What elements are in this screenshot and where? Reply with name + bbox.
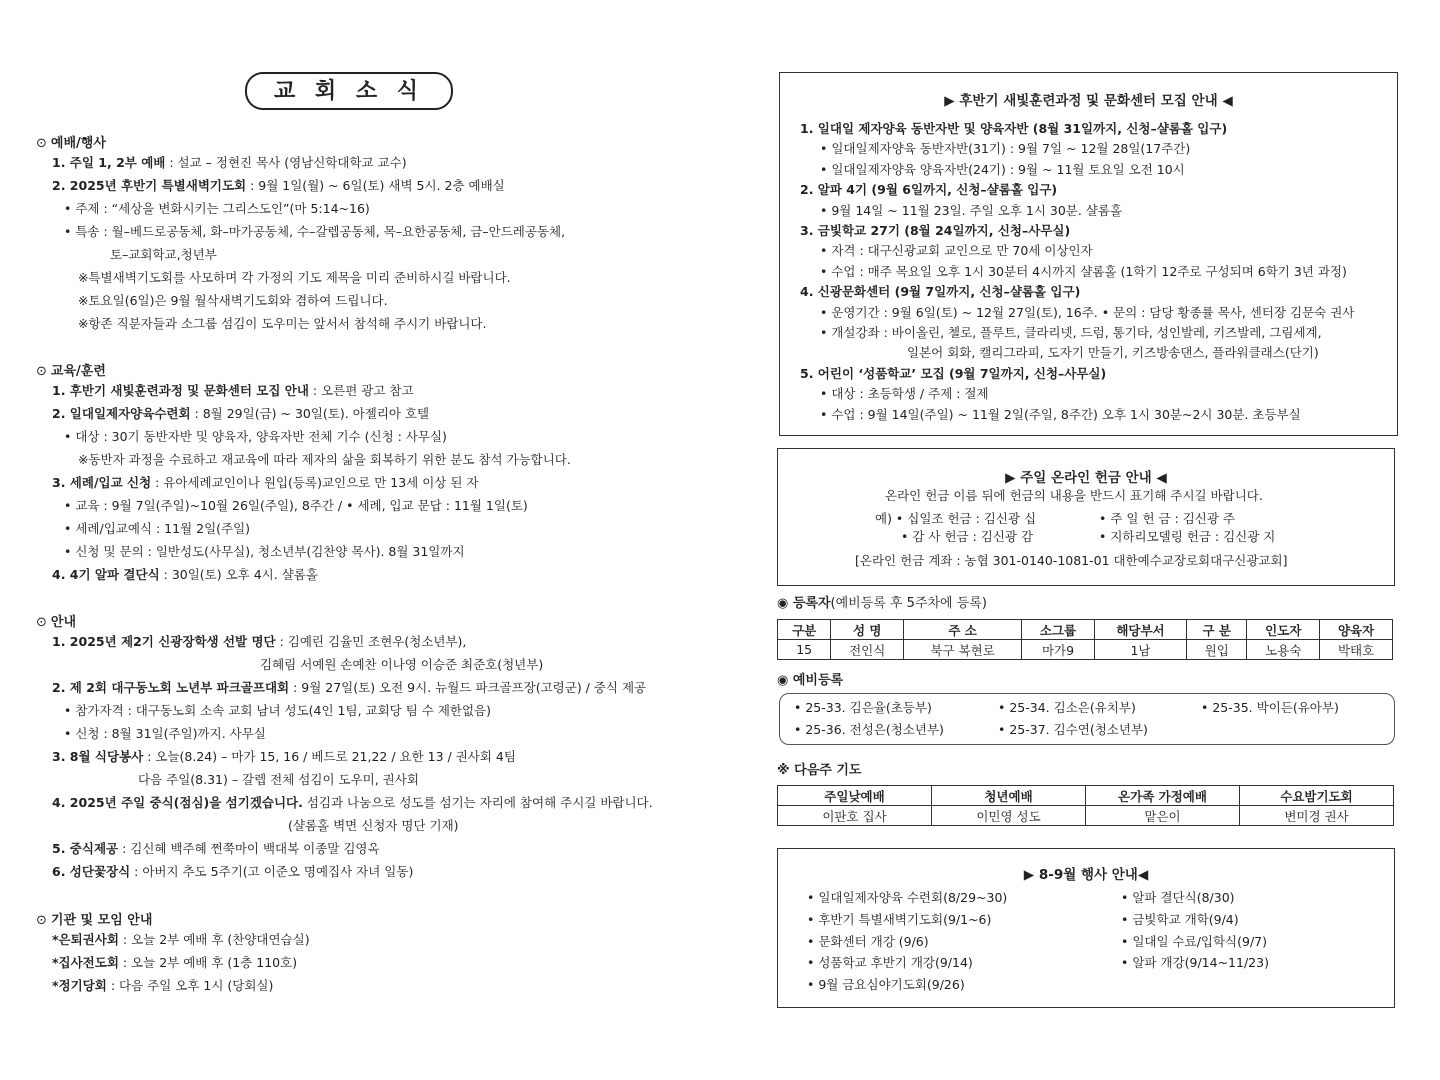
- recruit-line-lead: 4. 신광문화센터 (9월 7일까지, 신청–샬롬홀 입구): [800, 284, 1081, 300]
- notice-line: [52, 748, 516, 766]
- event-item: • 알파 개강(9/14~11/23): [1121, 955, 1269, 971]
- event-item: • 일대일 수료/입학식(9/7): [1121, 933, 1268, 949]
- education-line: [78, 451, 571, 469]
- recruit-line: [800, 120, 1227, 138]
- worship-line-text: 토–교회학교,청년부: [110, 247, 217, 262]
- worship-line-text: ※특별새벽기도회를 사모하며 각 가정의 기도 제목을 미리 준비하시길 바랍니다.: [78, 270, 511, 285]
- recruit-line-text: • 일대일제자양육 동반자반(31기) : 9월 7일 ~ 12월 28일(17주간): [820, 141, 1191, 157]
- groups-line-text: : 오늘 2부 예배 후 (1층 110호): [118, 955, 298, 970]
- education-line-lead: 2. 일대일제자양육수련회: [52, 406, 191, 421]
- education-line-lead: 1. 후반기 새빛훈련과정 및 문화센터 모집 안내: [52, 383, 309, 398]
- education-line-text: : 오른편 광고 참고: [308, 383, 414, 398]
- notice-line-lead: 2. 제 2회 대구동노회 노년부 파크골프대회: [52, 680, 290, 695]
- recruit-line: [907, 344, 1319, 362]
- section-bullet-icon: ⊙: [36, 364, 47, 379]
- worship-line-text: ※토요일(6일)은 9월 월삭새벽기도회와 겸하여 드립니다.: [78, 293, 388, 308]
- registrants-cell: 마가9: [1022, 640, 1095, 660]
- recruit-line: [820, 304, 1354, 322]
- offering-box: [777, 448, 1395, 586]
- recruit-line-text: • 개설강좌 : 바이올린, 첼로, 플루트, 클라리넷, 드럼, 통기타, 성인발레, 키즈발레, 그림세계,: [820, 325, 1322, 340]
- event-item: • 일대일제자양육 수련회(8/29~30): [807, 890, 1008, 905]
- worship-line: [52, 154, 407, 172]
- recruit-line: [820, 324, 1322, 342]
- event-item: • 알파 결단식(8/30): [1121, 890, 1235, 905]
- worship-line-lead: 1. 주일 1, 2부 예배: [52, 155, 166, 170]
- notice-line: [260, 656, 543, 674]
- registrants-cell: 노용숙: [1247, 640, 1320, 660]
- offering-title: ▶ 주일 온라인 헌금 안내 ◀: [1005, 470, 1167, 486]
- prereg-item: • 25-35. 박이든(유아부): [1201, 700, 1339, 715]
- event-item: • 9월 금요심야기도회(9/26): [807, 977, 965, 993]
- education-line: [52, 566, 318, 584]
- recruit-title: ▶ 후반기 새빛훈련과정 및 문화센터 모집 안내 ◀: [944, 93, 1233, 109]
- worship-line: [78, 315, 487, 333]
- prayer-header-cell: 청년예배: [932, 786, 1086, 806]
- prereg-item: • 25-33. 김은율(초등부): [794, 700, 932, 715]
- groups-line-text: : 다음 주일 오후 1시 (당회실): [106, 978, 274, 993]
- recruit-line: [800, 181, 1057, 199]
- registrants-header-cell: 해당부서: [1094, 620, 1186, 640]
- page-title: 교 회 소 식: [245, 72, 453, 110]
- worship-line-text: • 주제 : “세상을 변화시키는 그리스도인”(마 5:14~16): [64, 201, 370, 216]
- worship-line: [110, 246, 217, 264]
- notice-heading: ⊙ 안내: [36, 615, 77, 630]
- recruit-line-lead: 3. 금빛학교 27기 (8월 24일까지, 신청–사무실): [800, 223, 1071, 238]
- education-line-text: • 신청 및 문의 : 일반성도(사무실), 청소년부(김찬양 목사). 8월 31일까지: [64, 544, 465, 559]
- education-line-text: • 세례/입교예식 : 11월 2일(주일): [64, 521, 251, 536]
- notice-line-text: : 아버지 추도 5주기(고 이준오 명예집사 자녀 일동): [130, 864, 414, 879]
- groups-line-lead: *은퇴권사회: [52, 932, 119, 947]
- offering-intro: 온라인 헌금 이름 뒤에 헌금의 내용을 반드시 표기해 주시길 바랍니다.: [885, 488, 1263, 503]
- worship-line: [64, 200, 370, 218]
- notice-line: [52, 794, 653, 812]
- recruit-line: [820, 406, 1301, 424]
- recruit-line-lead: 2. 알파 4기 (9월 6일까지, 신청–샬롬홀 입구): [800, 182, 1058, 198]
- notice-line-lead: 5. 중식제공: [52, 841, 119, 856]
- offering-account: [온라인 헌금 계좌 : 농협 301-0140-1081-01 대한예수교장로회대구신광교회]: [855, 553, 1288, 568]
- notice-line: [288, 817, 459, 835]
- event-item: • 문화센터 개강 (9/6): [807, 933, 929, 949]
- recruit-line-lead: 1. 일대일 제자양육 동반자반 및 양육자반 (8월 31일까지, 신청–샬롬홀 입구): [800, 121, 1228, 136]
- notice-line: [52, 863, 413, 881]
- registrants-heading: ◉ 등록자(예비등록 후 5주차에 등록): [777, 596, 987, 611]
- prayer-table: [777, 785, 1394, 826]
- event-item: • 성품학교 후반기 개강(9/14): [807, 955, 973, 971]
- worship-line-text: • 특송 : 월–베드로공동체, 화–마가공동체, 수–갈렙공동체, 목–요한공동체, 금–안드레공동체,: [64, 224, 566, 239]
- recruit-line-text: • 운영기간 : 9월 6일(토) ~ 12월 27일(토), 16주. • 문의 : 담당 황종률 목사, 센터장 김문숙 권사: [820, 304, 1355, 320]
- recruit-line: [820, 161, 1185, 179]
- section-bullet-icon: ⊙: [36, 913, 47, 928]
- recruit-line: [820, 263, 1347, 281]
- worship-line-text: : 9월 1일(월) ~ 6일(토) 새벽 5시. 2층 예배실: [246, 178, 505, 193]
- recruit-line: [800, 283, 1080, 301]
- recruit-box: [779, 72, 1398, 436]
- prayer-heading: ※ 다음주 기도: [777, 763, 862, 778]
- prereg-item: • 25-36. 전성은(청소년부): [794, 722, 944, 737]
- education-line: [52, 474, 478, 492]
- notice-line: [52, 840, 380, 858]
- notice-line-lead: 4. 2025년 주일 중식(점심)을 섬기겠습니다.: [52, 795, 303, 810]
- recruit-line-lead: 5. 어린이 ‘성품학교’ 모집 (9월 7일까지, 신청–사무실): [800, 365, 1107, 381]
- education-line-lead: 3. 세례/입교 신청: [52, 475, 152, 490]
- groups-line-lead: *집사전도회: [52, 955, 119, 970]
- notice-line-text: 다음 주일(8.31) – 갈렙 전체 섬김이 도우미, 권사회: [138, 772, 419, 787]
- prereg-item: • 25-37. 김수연(청소년부): [998, 722, 1148, 737]
- education-line-lead: 4. 4기 알파 결단식: [52, 567, 160, 582]
- groups-line: [52, 931, 310, 949]
- prereg-box: [779, 693, 1395, 745]
- prayer-header-cell: 주일낮예배: [778, 786, 932, 806]
- offering-example-sunday: • 주 일 헌 금 : 김신광 주: [1099, 511, 1235, 526]
- prereg-item: • 25-34. 김소은(유치부): [998, 700, 1136, 715]
- recruit-line-text: • 수업 : 9월 14일(주일) ~ 11월 2일(주일, 8주간) 오후 1시 30분~2시 30분. 초등부실: [820, 406, 1301, 422]
- registrants-cell: 15: [778, 640, 831, 660]
- registrants-header-cell: 소그룹: [1022, 620, 1095, 640]
- notice-line-text: : 9월 27일(토) 오전 9시. 뉴월드 파크골프장(고령군) / 중식 제공: [289, 680, 647, 695]
- registrants-cell: 박태호: [1320, 640, 1393, 660]
- notice-line-lead: 1. 2025년 제2기 신광장학생 선발 명단: [52, 634, 276, 649]
- events-title: ▶ 8-9월 행사 안내◀: [1023, 867, 1149, 883]
- education-line: [52, 405, 429, 423]
- recruit-line: [800, 222, 1070, 240]
- worship-line-text: ※항존 직분자들과 소그룹 섬김이 도우미는 앞서서 참석해 주시기 바랍니다.: [78, 316, 487, 331]
- recruit-line: [820, 242, 1093, 260]
- registrants-cell: 1남: [1094, 640, 1186, 660]
- notice-line-text: • 신청 : 8월 31일(주일)까지. 사무실: [64, 726, 266, 741]
- recruit-line: [820, 385, 989, 403]
- prereg-heading: ◉ 예비등록: [777, 673, 844, 688]
- education-line-text: • 대상 : 30기 동반자반 및 양육자, 양육자반 전체 기수 (신청 : 사무실): [64, 429, 447, 444]
- notice-line-text: : 오늘(8.24) – 마가 15, 16 / 베드로 21,22 / 요한 13 / 권사회 4팀: [143, 749, 516, 764]
- notice-line-text: • 참가자격 : 대구동노회 소속 교회 남녀 성도(4인 1팀, 교회당 팀 수 제한없음): [64, 703, 491, 718]
- education-line-text: : 30일(토) 오후 4시. 샬롬홀: [159, 567, 318, 582]
- notice-line-text: : 김예린 김율민 조현우(청소년부),: [275, 634, 467, 649]
- worship-heading: ⊙ 예배/행사: [36, 136, 106, 151]
- notice-line: [64, 702, 491, 720]
- offering-example-remodel: • 지하리모델링 헌금 : 김신광 지: [1099, 529, 1276, 544]
- event-item: • 금빛학교 개학(9/4): [1121, 911, 1239, 927]
- notice-line-text: : 김신혜 백주혜 쩐쭉마이 백대복 이종말 김영옥: [118, 841, 380, 856]
- groups-line: [52, 954, 297, 972]
- registrants-header-cell: 주 소: [904, 620, 1022, 640]
- prayer-cell: 이판호 집사: [778, 806, 932, 826]
- notice-line-lead: 3. 8월 식당봉사: [52, 749, 144, 764]
- offering-example-thanks: • 감 사 헌금 : 김신광 감: [901, 529, 1034, 544]
- education-line: [52, 382, 414, 400]
- section-bullet-icon: ⊙: [36, 136, 47, 151]
- notice-line: [138, 771, 419, 789]
- education-line: [64, 497, 528, 515]
- education-line-text: ※동반자 과정을 수료하고 재교육에 따라 제자의 삶을 회복하기 위한 분도 참석 가능합니다.: [78, 452, 571, 467]
- worship-line: [78, 269, 511, 287]
- notice-line-text: 김혜림 서예원 손예찬 이나영 이승준 최준호(청년부): [260, 657, 544, 672]
- registrants-header-cell: 양육자: [1320, 620, 1393, 640]
- worship-line-text: : 설교 – 정현진 목사 (영남신학대학교 교수): [165, 155, 407, 170]
- worship-line-lead: 2. 2025년 후반기 특별새벽기도회: [52, 178, 247, 193]
- education-line-text: : 유아세례교인이나 원입(등록)교인으로 만 13세 이상 된 자: [151, 475, 479, 490]
- groups-line: [52, 977, 273, 995]
- offering-example-tithe: 예) • 십일조 헌금 : 김신광 십: [875, 511, 1037, 526]
- event-item: • 후반기 특별새벽기도회(9/1~6): [807, 911, 992, 927]
- education-line: [64, 543, 465, 561]
- registrants-header-cell: 인도자: [1247, 620, 1320, 640]
- registrants-cell: 전인식: [831, 640, 904, 660]
- recruit-line-text: • 일대일제자양육 양육자반(24기) : 9월 ~ 11월 토요일 오전 10시: [820, 161, 1185, 177]
- recruit-line: [820, 140, 1190, 158]
- notice-line: [52, 633, 466, 651]
- registrants-table: [777, 619, 1393, 660]
- prayer-header-cell: 수요밤기도회: [1240, 786, 1394, 806]
- recruit-line: [800, 365, 1106, 383]
- section-bullet-icon: ⊙: [36, 615, 47, 630]
- education-line-text: : 8월 29일(금) ~ 30일(토). 아젤리아 호텔: [190, 406, 430, 421]
- registrants-cell: 원입: [1187, 640, 1247, 660]
- registrants-cell: 북구 복현로: [904, 640, 1022, 660]
- recruit-line-text: • 9월 14일 ~ 11월 23일. 주일 오후 1시 30분. 샬롬홀: [820, 202, 1123, 218]
- recruit-line: [820, 202, 1122, 220]
- notice-line: [52, 679, 646, 697]
- groups-line-text: : 오늘 2부 예배 후 (찬양대연습실): [118, 932, 310, 947]
- notice-line-text: 섬김과 나눔으로 성도를 섬기는 자리에 참여해 주시길 바랍니다.: [302, 795, 653, 810]
- registrants-header-cell: 구 분: [1187, 620, 1247, 640]
- events-box: [777, 848, 1395, 1008]
- notice-line-lead: 6. 성단꽃장식: [52, 864, 131, 879]
- worship-line: [52, 177, 505, 195]
- recruit-line-text: • 대상 : 초등학생 / 주제 : 절제: [820, 386, 989, 402]
- notice-line: [64, 725, 266, 743]
- prayer-cell: 이민영 성도: [932, 806, 1086, 826]
- prayer-cell: 맡은이: [1086, 806, 1240, 826]
- worship-line: [64, 223, 565, 241]
- groups-heading: ⊙ 기관 및 모임 안내: [36, 913, 153, 928]
- recruit-line-text: • 자격 : 대구신광교회 교인으로 만 70세 이상인자: [820, 243, 1093, 259]
- notice-line-text: (샬롬홀 벽면 신청자 명단 기재): [288, 818, 459, 833]
- registrants-header-cell: 구분: [778, 620, 831, 640]
- worship-line: [78, 292, 388, 310]
- education-line-text: • 교육 : 9월 7일(주일)~10월 26일(주일), 8주간 / • 세례, 입교 문답 : 11월 1일(토): [64, 498, 528, 513]
- education-heading: ⊙ 교육/훈련: [36, 364, 106, 379]
- recruit-line-text: 일본어 회화, 캘리그라피, 도자기 만들기, 키즈방송댄스, 플라워클래스(단기): [907, 345, 1319, 361]
- prayer-cell: 변미경 권사: [1240, 806, 1394, 826]
- education-line: [64, 428, 447, 446]
- education-line: [64, 520, 250, 538]
- registrants-header-cell: 성 명: [831, 620, 904, 640]
- groups-line-lead: *정기당회: [52, 978, 107, 993]
- recruit-line-text: • 수업 : 매주 목요일 오후 1시 30분터 4시까지 샬롬홀 (1학기 12주로 구성되며 6학기 3년 과정): [820, 263, 1347, 279]
- prayer-header-cell: 온가족 가정예배: [1086, 786, 1240, 806]
